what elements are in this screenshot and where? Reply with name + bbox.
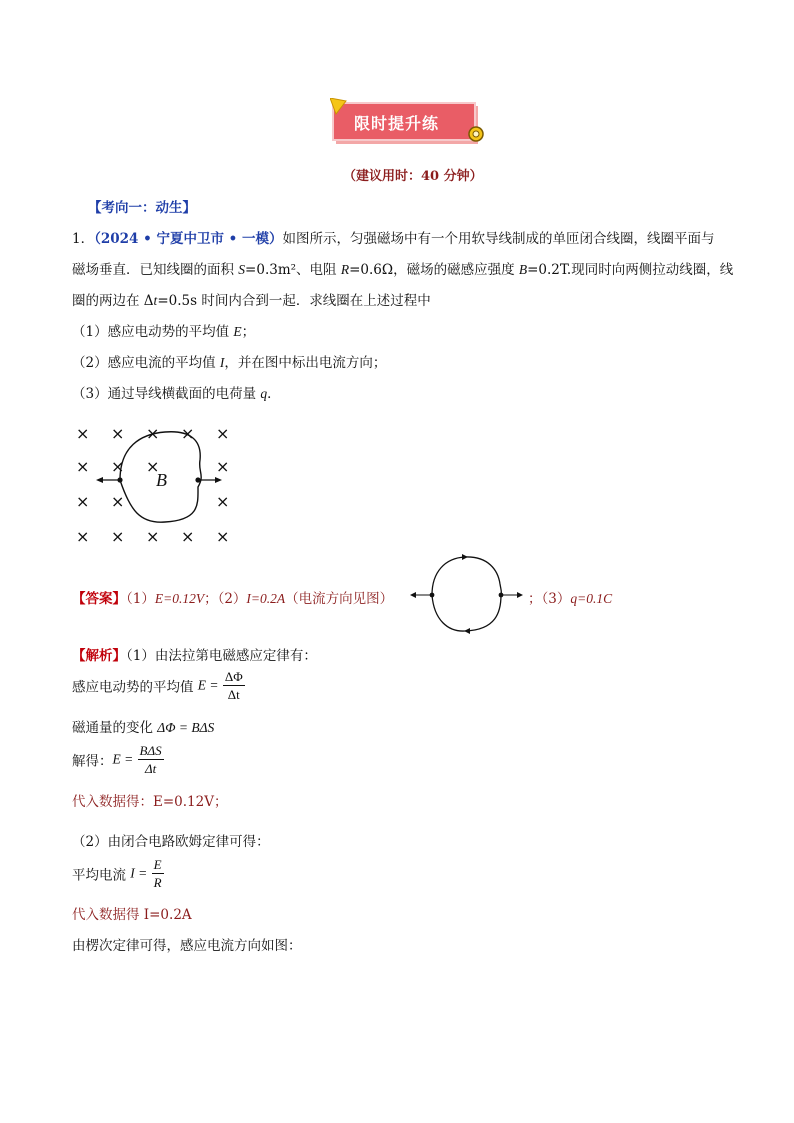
problem-line-3: [72, 289, 431, 309]
problem-line-1: [72, 227, 714, 247]
answer-tag: 【答案】: [72, 591, 126, 607]
fraction-denominator: R: [153, 875, 162, 890]
stem-text: =0.2T.现同时向两侧拉动线圈，线: [527, 262, 734, 278]
formula-lhs: E =: [197, 677, 219, 693]
formula-label: 磁通量的变化: [72, 720, 158, 736]
formula-label: 解得：: [72, 753, 113, 770]
var-e: E: [233, 324, 242, 339]
field-cross: ×: [216, 457, 230, 476]
field-cross: ×: [216, 424, 230, 443]
var-b: B: [518, 262, 528, 277]
lenz-law-statement: 由楞次定律可得，感应电流方向如图：: [72, 938, 302, 954]
answer-current: I=0.2A: [246, 591, 286, 606]
section-heading: 【考向一：动生】: [88, 200, 196, 216]
answer-emf: E=0.12V: [154, 591, 205, 606]
q-text: （2）感应电流的平均值: [72, 355, 220, 371]
field-label: B: [156, 470, 167, 490]
q-text: （3）通过导线横截面的电荷量: [72, 386, 261, 402]
field-cross: ×: [216, 492, 230, 511]
fraction-numerator: BΔS: [139, 743, 162, 758]
var-s: S: [238, 262, 246, 277]
stem-text: 磁场垂直．已知线圈的面积: [72, 262, 239, 278]
analysis-part-2-intro: （2）由闭合电路欧姆定律可得：: [72, 834, 270, 850]
solve-fraction: [138, 742, 164, 777]
formula-lhs: E =: [112, 751, 134, 767]
field-cross: ×: [181, 424, 195, 443]
current-fraction: [152, 856, 164, 891]
flux-equation: ΔΦ = BΔS: [157, 720, 215, 735]
q-text: （1）感应电动势的平均值: [72, 324, 234, 340]
stem-text: =0.3m²、电阻: [245, 262, 341, 278]
fraction-numerator: E: [153, 857, 162, 872]
field-cross: ×: [111, 457, 125, 476]
left-arrowhead: [96, 477, 103, 483]
formula-lhs: I =: [130, 865, 148, 881]
problem-line-2: [72, 258, 733, 278]
field-cross: ×: [216, 527, 230, 546]
current-direction-bottom-arrow: [464, 628, 470, 634]
field-cross: ×: [111, 424, 125, 443]
field-cross: ×: [76, 492, 90, 511]
banner-title: 限时提升练: [354, 114, 440, 133]
substitution-2: 代入数据得 I=0.2A: [72, 907, 192, 923]
var-t: t: [153, 293, 158, 308]
current-direction-top-arrow: [462, 554, 468, 560]
question-2: [72, 351, 386, 371]
field-cross: ×: [76, 527, 90, 546]
field-cross: ×: [146, 457, 160, 476]
answer-part: ；（3）: [528, 591, 571, 607]
magnetic-field-figure: [70, 412, 240, 547]
problem-stem-1: 如图所示，匀强磁场中有一个用软导线制成的单匝闭合线圈，线圈平面与: [282, 231, 715, 247]
var-r: R: [340, 262, 350, 277]
emf-formula: [72, 668, 245, 703]
answer-coil-loop: [432, 557, 501, 631]
formula-label: 感应电动势的平均值: [72, 679, 198, 696]
q-text: ，并在图中标出电流方向；: [224, 355, 387, 371]
field-cross: ×: [111, 527, 125, 546]
problem-source: （2024 • 宁夏中卫市 • 一模）: [94, 231, 283, 247]
solve-formula: [72, 742, 164, 777]
answer-direction-figure: [410, 552, 525, 634]
answer-right-arrowhead: [517, 592, 523, 598]
field-cross: ×: [111, 492, 125, 511]
stem-text: =0.5s 时间内合到一起．求线圈在上述过程中: [157, 293, 431, 309]
q-text: ；: [241, 324, 256, 340]
field-cross: ×: [76, 424, 90, 443]
banner: [330, 98, 488, 146]
answer-left-arrowhead: [410, 592, 416, 598]
field-cross: ×: [76, 457, 90, 476]
fraction-numerator: ΔΦ: [224, 669, 243, 684]
substitution-1: 代入数据得：E=0.12V；: [72, 794, 228, 810]
field-cross: ×: [146, 424, 160, 443]
analysis-text: （1）由法拉第电磁感应定律有：: [126, 648, 317, 664]
answer-line-tail: [528, 587, 612, 607]
stem-text: =0.6Ω，磁场的磁感应强度: [349, 262, 519, 278]
field-crosses: [76, 424, 229, 546]
question-1: [72, 320, 255, 340]
answer-part: （1）: [126, 591, 155, 607]
right-arrowhead: [215, 477, 222, 483]
answer-note: （电流方向见图）: [285, 591, 394, 607]
problem-number: 1．: [72, 231, 95, 247]
analysis-tag: 【解析】: [72, 648, 126, 664]
var-q: q: [260, 386, 268, 401]
answer-line: [72, 587, 393, 607]
flux-change: [72, 716, 214, 736]
q-text: ．: [267, 386, 281, 402]
fraction-denominator: Δt: [144, 761, 157, 776]
var-i: I: [219, 355, 225, 370]
current-formula: [72, 856, 164, 891]
analysis-intro: [72, 644, 317, 664]
stem-text: 圈的两边在 Δ: [72, 293, 154, 309]
formula-label: 平均电流: [72, 867, 131, 884]
field-cross: ×: [181, 527, 195, 546]
answer-part: ；（2）: [204, 591, 247, 607]
time-note: （建议用时：40 分钟）: [343, 169, 483, 184]
answer-charge: q=0.1C: [570, 591, 613, 606]
field-diagram: [70, 412, 240, 547]
question-3: [72, 382, 281, 402]
field-cross: ×: [146, 527, 160, 546]
emf-fraction: [223, 668, 245, 703]
fraction-denominator: Δt: [227, 687, 240, 702]
